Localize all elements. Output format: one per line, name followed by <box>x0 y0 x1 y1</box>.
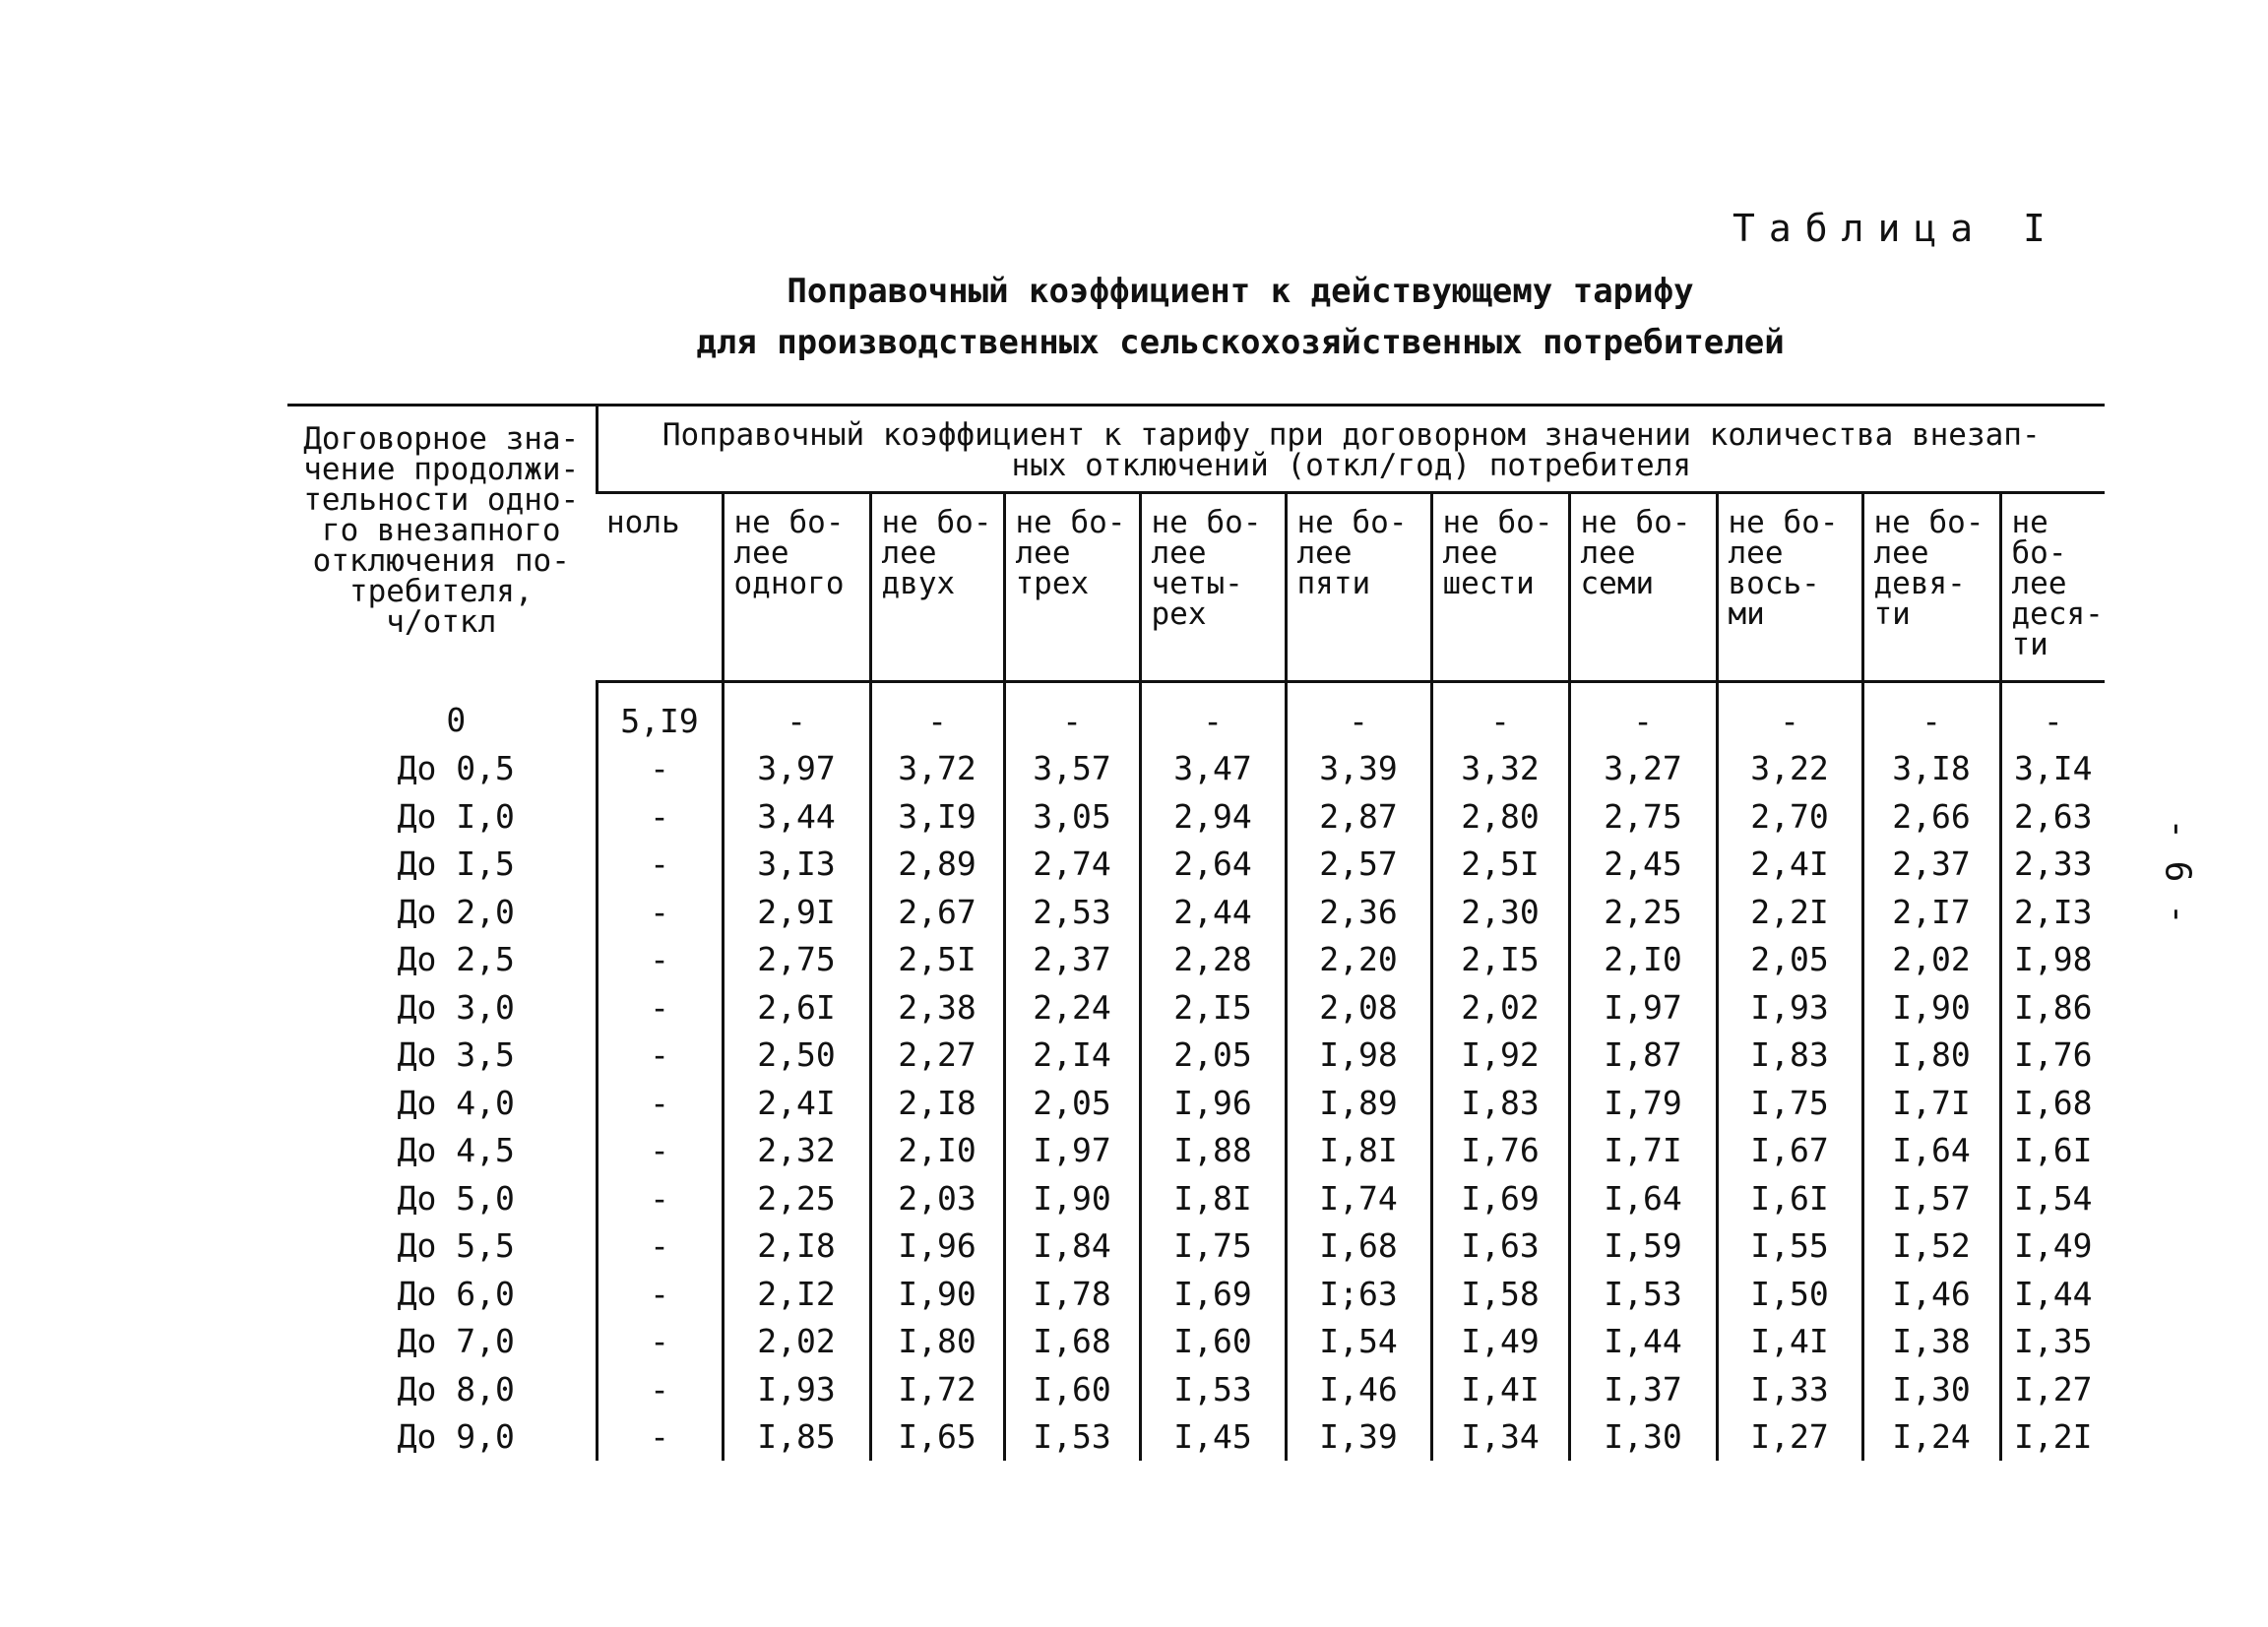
table-cell: I,76 <box>1431 1127 1569 1175</box>
table-cell: I,59 <box>1569 1222 1717 1271</box>
table-cell: 2,33 <box>2000 841 2105 889</box>
table-cell: 2,67 <box>870 888 1004 936</box>
table-cell: 2,05 <box>1140 1032 1286 1080</box>
table-cell: I,69 <box>1140 1270 1286 1318</box>
table-row <box>287 841 2105 889</box>
table-cell: - <box>723 682 870 745</box>
table-cell: 3,44 <box>723 792 870 841</box>
table-cell: I,37 <box>1569 1365 1717 1413</box>
table-cell: 2,20 <box>1286 936 1431 984</box>
table-cell: I,50 <box>1717 1270 1862 1318</box>
table-cell: 2,4I <box>1717 841 1862 889</box>
table-title-line-1: Поправочный коэффициент к действующему тарифу <box>787 272 1694 311</box>
column-header: не бо- лее деся- ти <box>2000 493 2105 682</box>
table-cell: 2,28 <box>1140 936 1286 984</box>
table-cell: I,76 <box>2000 1032 2105 1080</box>
table-cell: I,97 <box>1569 983 1717 1032</box>
row-label: До 9,0 <box>397 1417 515 1457</box>
table-cell: 3,32 <box>1431 745 1569 793</box>
table-cell: I,68 <box>1286 1222 1431 1271</box>
table-cell: 3,I4 <box>2000 745 2105 793</box>
table-cell: I,90 <box>1862 983 2000 1032</box>
table-cell: I,67 <box>1717 1127 1862 1175</box>
table-cell: I,75 <box>1717 1079 1862 1127</box>
table-cell: - <box>1717 682 1862 745</box>
table-cell: I,60 <box>1004 1365 1140 1413</box>
table-cell: I,54 <box>1286 1318 1431 1366</box>
table-cell: - <box>597 792 723 841</box>
table-cell: 2,4I <box>723 1079 870 1127</box>
table-title-line-2: для производственных сельскохозяйственных потребителей <box>696 323 1785 362</box>
table-cell: I,58 <box>1431 1270 1569 1318</box>
table-cell: I,55 <box>1717 1222 1862 1271</box>
table-cell: 2,50 <box>723 1032 870 1080</box>
table-cell: 3,05 <box>1004 792 1140 841</box>
table-cell: 2,89 <box>870 841 1004 889</box>
table-cell: 2,36 <box>1286 888 1431 936</box>
table-cell: I,68 <box>1004 1318 1140 1366</box>
row-label: До 5,0 <box>397 1178 515 1218</box>
column-header: не бо- лее вось- ми <box>1717 493 1862 682</box>
table-cell: 2,27 <box>870 1032 1004 1080</box>
table-cell: - <box>597 1127 723 1175</box>
row-label: До I,5 <box>397 845 515 884</box>
table-cell: I,72 <box>870 1365 1004 1413</box>
table-cell: I,53 <box>1004 1413 1140 1462</box>
table-cell: I,44 <box>2000 1270 2105 1318</box>
table-cell: 2,I8 <box>723 1222 870 1271</box>
table-cell: 2,5I <box>870 936 1004 984</box>
table-cell: I,92 <box>1431 1032 1569 1080</box>
table-cell: - <box>597 936 723 984</box>
table-row <box>287 1270 2105 1318</box>
table-cell: 2,05 <box>1004 1079 1140 1127</box>
table-row <box>287 936 2105 984</box>
table-cell: 2,I0 <box>1569 936 1717 984</box>
table-cell: I,80 <box>1862 1032 2000 1080</box>
table-cell: 2,94 <box>1140 792 1286 841</box>
table-cell: - <box>597 1222 723 1271</box>
table-cell: I,90 <box>870 1270 1004 1318</box>
table-row <box>287 745 2105 793</box>
column-header: не бо- лее одного <box>723 493 870 682</box>
table-cell: 2,37 <box>1862 841 2000 889</box>
table-row <box>287 1413 2105 1462</box>
table-cell: 5,I9 <box>597 682 723 745</box>
table-cell: - <box>1140 682 1286 745</box>
row-label: 0 <box>446 701 467 739</box>
table-cell: I,7I <box>1862 1079 2000 1127</box>
row-label: До 3,5 <box>397 1035 515 1075</box>
table-cell: 2,45 <box>1569 841 1717 889</box>
table-cell: 2,I2 <box>723 1270 870 1318</box>
table-cell: I,93 <box>723 1365 870 1413</box>
table-cell: I,39 <box>1286 1413 1431 1462</box>
table-cell: I,30 <box>1862 1365 2000 1413</box>
table-cell: I,90 <box>1004 1174 1140 1222</box>
group-header: Поправочный коэффициент к тарифу при договорном значении количества внезап- ных отключений (откл/год) потребителя <box>597 406 2105 493</box>
table-cell: I,60 <box>1140 1318 1286 1366</box>
table-cell: I,64 <box>1569 1174 1717 1222</box>
table-cell: 3,47 <box>1140 745 1286 793</box>
table-cell: I,4I <box>1717 1318 1862 1366</box>
table-cell: 2,44 <box>1140 888 1286 936</box>
table-cell: 2,38 <box>870 983 1004 1032</box>
table-cell: 3,I3 <box>723 841 870 889</box>
table-cell: 2,63 <box>2000 792 2105 841</box>
table-cell: - <box>1862 682 2000 745</box>
table-cell: 2,02 <box>1431 983 1569 1032</box>
table-cell: 2,I8 <box>870 1079 1004 1127</box>
table-cell: I,88 <box>1140 1127 1286 1175</box>
row-label: До 7,0 <box>397 1322 515 1361</box>
table-cell: I,6I <box>2000 1127 2105 1175</box>
table-cell: I,52 <box>1862 1222 2000 1271</box>
table-cell: I,44 <box>1569 1318 1717 1366</box>
table-cell: I,75 <box>1140 1222 1286 1271</box>
table-cell: 2,I5 <box>1431 936 1569 984</box>
table-cell: 3,72 <box>870 745 1004 793</box>
column-header: не бо- лее семи <box>1569 493 1717 682</box>
table-row <box>287 1174 2105 1222</box>
table-cell: 2,02 <box>1862 936 2000 984</box>
table-cell: 2,70 <box>1717 792 1862 841</box>
table-cell: 2,5I <box>1431 841 1569 889</box>
table-cell: I,45 <box>1140 1413 1286 1462</box>
table-cell: 2,64 <box>1140 841 1286 889</box>
table-cell: 2,25 <box>723 1174 870 1222</box>
table-cell: I,49 <box>1431 1318 1569 1366</box>
table-cell: I,8I <box>1140 1174 1286 1222</box>
table-cell: I,27 <box>1717 1413 1862 1462</box>
table-cell: I,33 <box>1717 1365 1862 1413</box>
table-cell: 3,I8 <box>1862 745 2000 793</box>
row-label: До 0,5 <box>397 749 515 788</box>
table-cell: I,98 <box>2000 936 2105 984</box>
table-cell: I,46 <box>1862 1270 2000 1318</box>
table-cell: - <box>1431 682 1569 745</box>
table-cell: I,83 <box>1717 1032 1862 1080</box>
row-label: До I,0 <box>397 796 515 836</box>
table-cell: - <box>597 1413 723 1462</box>
table-cell: 2,25 <box>1569 888 1717 936</box>
table-cell: I,65 <box>870 1413 1004 1462</box>
table-cell: I,74 <box>1286 1174 1431 1222</box>
table-cell: - <box>1286 682 1431 745</box>
table-cell: - <box>870 682 1004 745</box>
table-cell: I,79 <box>1569 1079 1717 1127</box>
table-cell: I,78 <box>1004 1270 1140 1318</box>
column-header: не бо- лее пяти <box>1286 493 1431 682</box>
table-cell: I,85 <box>723 1413 870 1462</box>
coefficient-table <box>287 404 2105 1461</box>
table-row <box>287 888 2105 936</box>
table-cell: 2,9I <box>723 888 870 936</box>
table-cell: I,68 <box>2000 1079 2105 1127</box>
table-cell: I,84 <box>1004 1222 1140 1271</box>
table-cell: - <box>597 841 723 889</box>
table-cell: 2,08 <box>1286 983 1431 1032</box>
column-header: не бо- лее двух <box>870 493 1004 682</box>
table-cell: 3,57 <box>1004 745 1140 793</box>
table-cell: 2,74 <box>1004 841 1140 889</box>
table-cell: 2,30 <box>1431 888 1569 936</box>
table-cell: 2,02 <box>723 1318 870 1366</box>
table-cell: 2,6I <box>723 983 870 1032</box>
table-cell: I,69 <box>1431 1174 1569 1222</box>
page-number: - 6 - <box>2157 818 2198 925</box>
table-row <box>287 792 2105 841</box>
table-cell: I,35 <box>2000 1318 2105 1366</box>
table-cell: 3,I9 <box>870 792 1004 841</box>
table-cell: I;63 <box>1286 1270 1431 1318</box>
table-number-label: Таблица I <box>1732 207 2059 250</box>
table-cell: 3,27 <box>1569 745 1717 793</box>
row-label: До 4,5 <box>397 1131 515 1170</box>
table-cell: I,27 <box>2000 1365 2105 1413</box>
table-cell: I,34 <box>1431 1413 1569 1462</box>
table-cell: 2,2I <box>1717 888 1862 936</box>
table-cell: I,64 <box>1862 1127 2000 1175</box>
table-cell: I,46 <box>1286 1365 1431 1413</box>
row-label: До 8,0 <box>397 1369 515 1408</box>
table-cell: I,24 <box>1862 1413 2000 1462</box>
table-cell: 2,03 <box>870 1174 1004 1222</box>
table-cell: 2,75 <box>1569 792 1717 841</box>
table-cell: 2,I4 <box>1004 1032 1140 1080</box>
table-row <box>287 682 2105 745</box>
table-cell: - <box>597 745 723 793</box>
table-cell: I,63 <box>1431 1222 1569 1271</box>
row-label: До 2,0 <box>397 892 515 931</box>
table-cell: - <box>1569 682 1717 745</box>
table-cell: I,53 <box>1140 1365 1286 1413</box>
table-cell: I,7I <box>1569 1127 1717 1175</box>
table-cell: 2,66 <box>1862 792 2000 841</box>
table-cell: 3,22 <box>1717 745 1862 793</box>
table-row <box>287 1127 2105 1175</box>
table-cell: I,96 <box>1140 1079 1286 1127</box>
table-cell: I,54 <box>2000 1174 2105 1222</box>
table-cell: - <box>597 888 723 936</box>
table-cell: I,83 <box>1431 1079 1569 1127</box>
row-label: До 4,0 <box>397 1083 515 1122</box>
table-row <box>287 983 2105 1032</box>
table-cell: 2,80 <box>1431 792 1569 841</box>
table-cell: I,87 <box>1569 1032 1717 1080</box>
table-cell: 2,I7 <box>1862 888 2000 936</box>
column-header: ноль <box>597 493 723 682</box>
table-cell: - <box>2000 682 2105 745</box>
table-cell: I,30 <box>1569 1413 1717 1462</box>
table-cell: I,2I <box>2000 1413 2105 1462</box>
table-cell: 2,05 <box>1717 936 1862 984</box>
table-cell: 2,I3 <box>2000 888 2105 936</box>
table-row <box>287 1079 2105 1127</box>
table-cell: 2,24 <box>1004 983 1140 1032</box>
table-cell: I,49 <box>2000 1222 2105 1271</box>
table-cell: 2,57 <box>1286 841 1431 889</box>
table-cell: 3,97 <box>723 745 870 793</box>
table-cell: I,89 <box>1286 1079 1431 1127</box>
row-header: Договорное зна- чение продолжи- тельности одно- го внезапного отключения по- требителя, ч/откл <box>287 406 597 682</box>
table-cell: - <box>597 1174 723 1222</box>
table-cell: I,53 <box>1569 1270 1717 1318</box>
table-row <box>287 1365 2105 1413</box>
table-body <box>287 682 2105 1462</box>
table-cell: I,4I <box>1431 1365 1569 1413</box>
row-label: До 5,5 <box>397 1226 515 1266</box>
table-cell: 2,37 <box>1004 936 1140 984</box>
table-cell: - <box>597 1318 723 1366</box>
table-cell: 2,75 <box>723 936 870 984</box>
table-cell: I,96 <box>870 1222 1004 1271</box>
column-header: не бо- лее девя- ти <box>1862 493 2000 682</box>
table-cell: I,57 <box>1862 1174 2000 1222</box>
table-cell: 2,87 <box>1286 792 1431 841</box>
table-cell: I,80 <box>870 1318 1004 1366</box>
table-cell: I,8I <box>1286 1127 1431 1175</box>
table-cell: - <box>597 1365 723 1413</box>
column-header: не бо- лее четы- рех <box>1140 493 1286 682</box>
table-cell: - <box>597 983 723 1032</box>
table-cell: I,97 <box>1004 1127 1140 1175</box>
table-cell: 2,53 <box>1004 888 1140 936</box>
table-cell: 3,39 <box>1286 745 1431 793</box>
row-label: До 6,0 <box>397 1274 515 1313</box>
table-cell: I,6I <box>1717 1174 1862 1222</box>
table-cell: - <box>597 1032 723 1080</box>
table-cell: 2,I5 <box>1140 983 1286 1032</box>
table-cell: I,38 <box>1862 1318 2000 1366</box>
table-cell: - <box>597 1079 723 1127</box>
table-cell: 2,I0 <box>870 1127 1004 1175</box>
table-row <box>287 1318 2105 1366</box>
table-cell: I,93 <box>1717 983 1862 1032</box>
row-label: До 2,5 <box>397 940 515 979</box>
table-row <box>287 1032 2105 1080</box>
table-cell: 2,32 <box>723 1127 870 1175</box>
table-row <box>287 1222 2105 1271</box>
table-cell: I,98 <box>1286 1032 1431 1080</box>
table-cell: - <box>1004 682 1140 745</box>
column-header: не бо- лее шести <box>1431 493 1569 682</box>
row-label: До 3,0 <box>397 987 515 1027</box>
column-header: не бо- лее трех <box>1004 493 1140 682</box>
table-cell: - <box>597 1270 723 1318</box>
table-cell: I,86 <box>2000 983 2105 1032</box>
